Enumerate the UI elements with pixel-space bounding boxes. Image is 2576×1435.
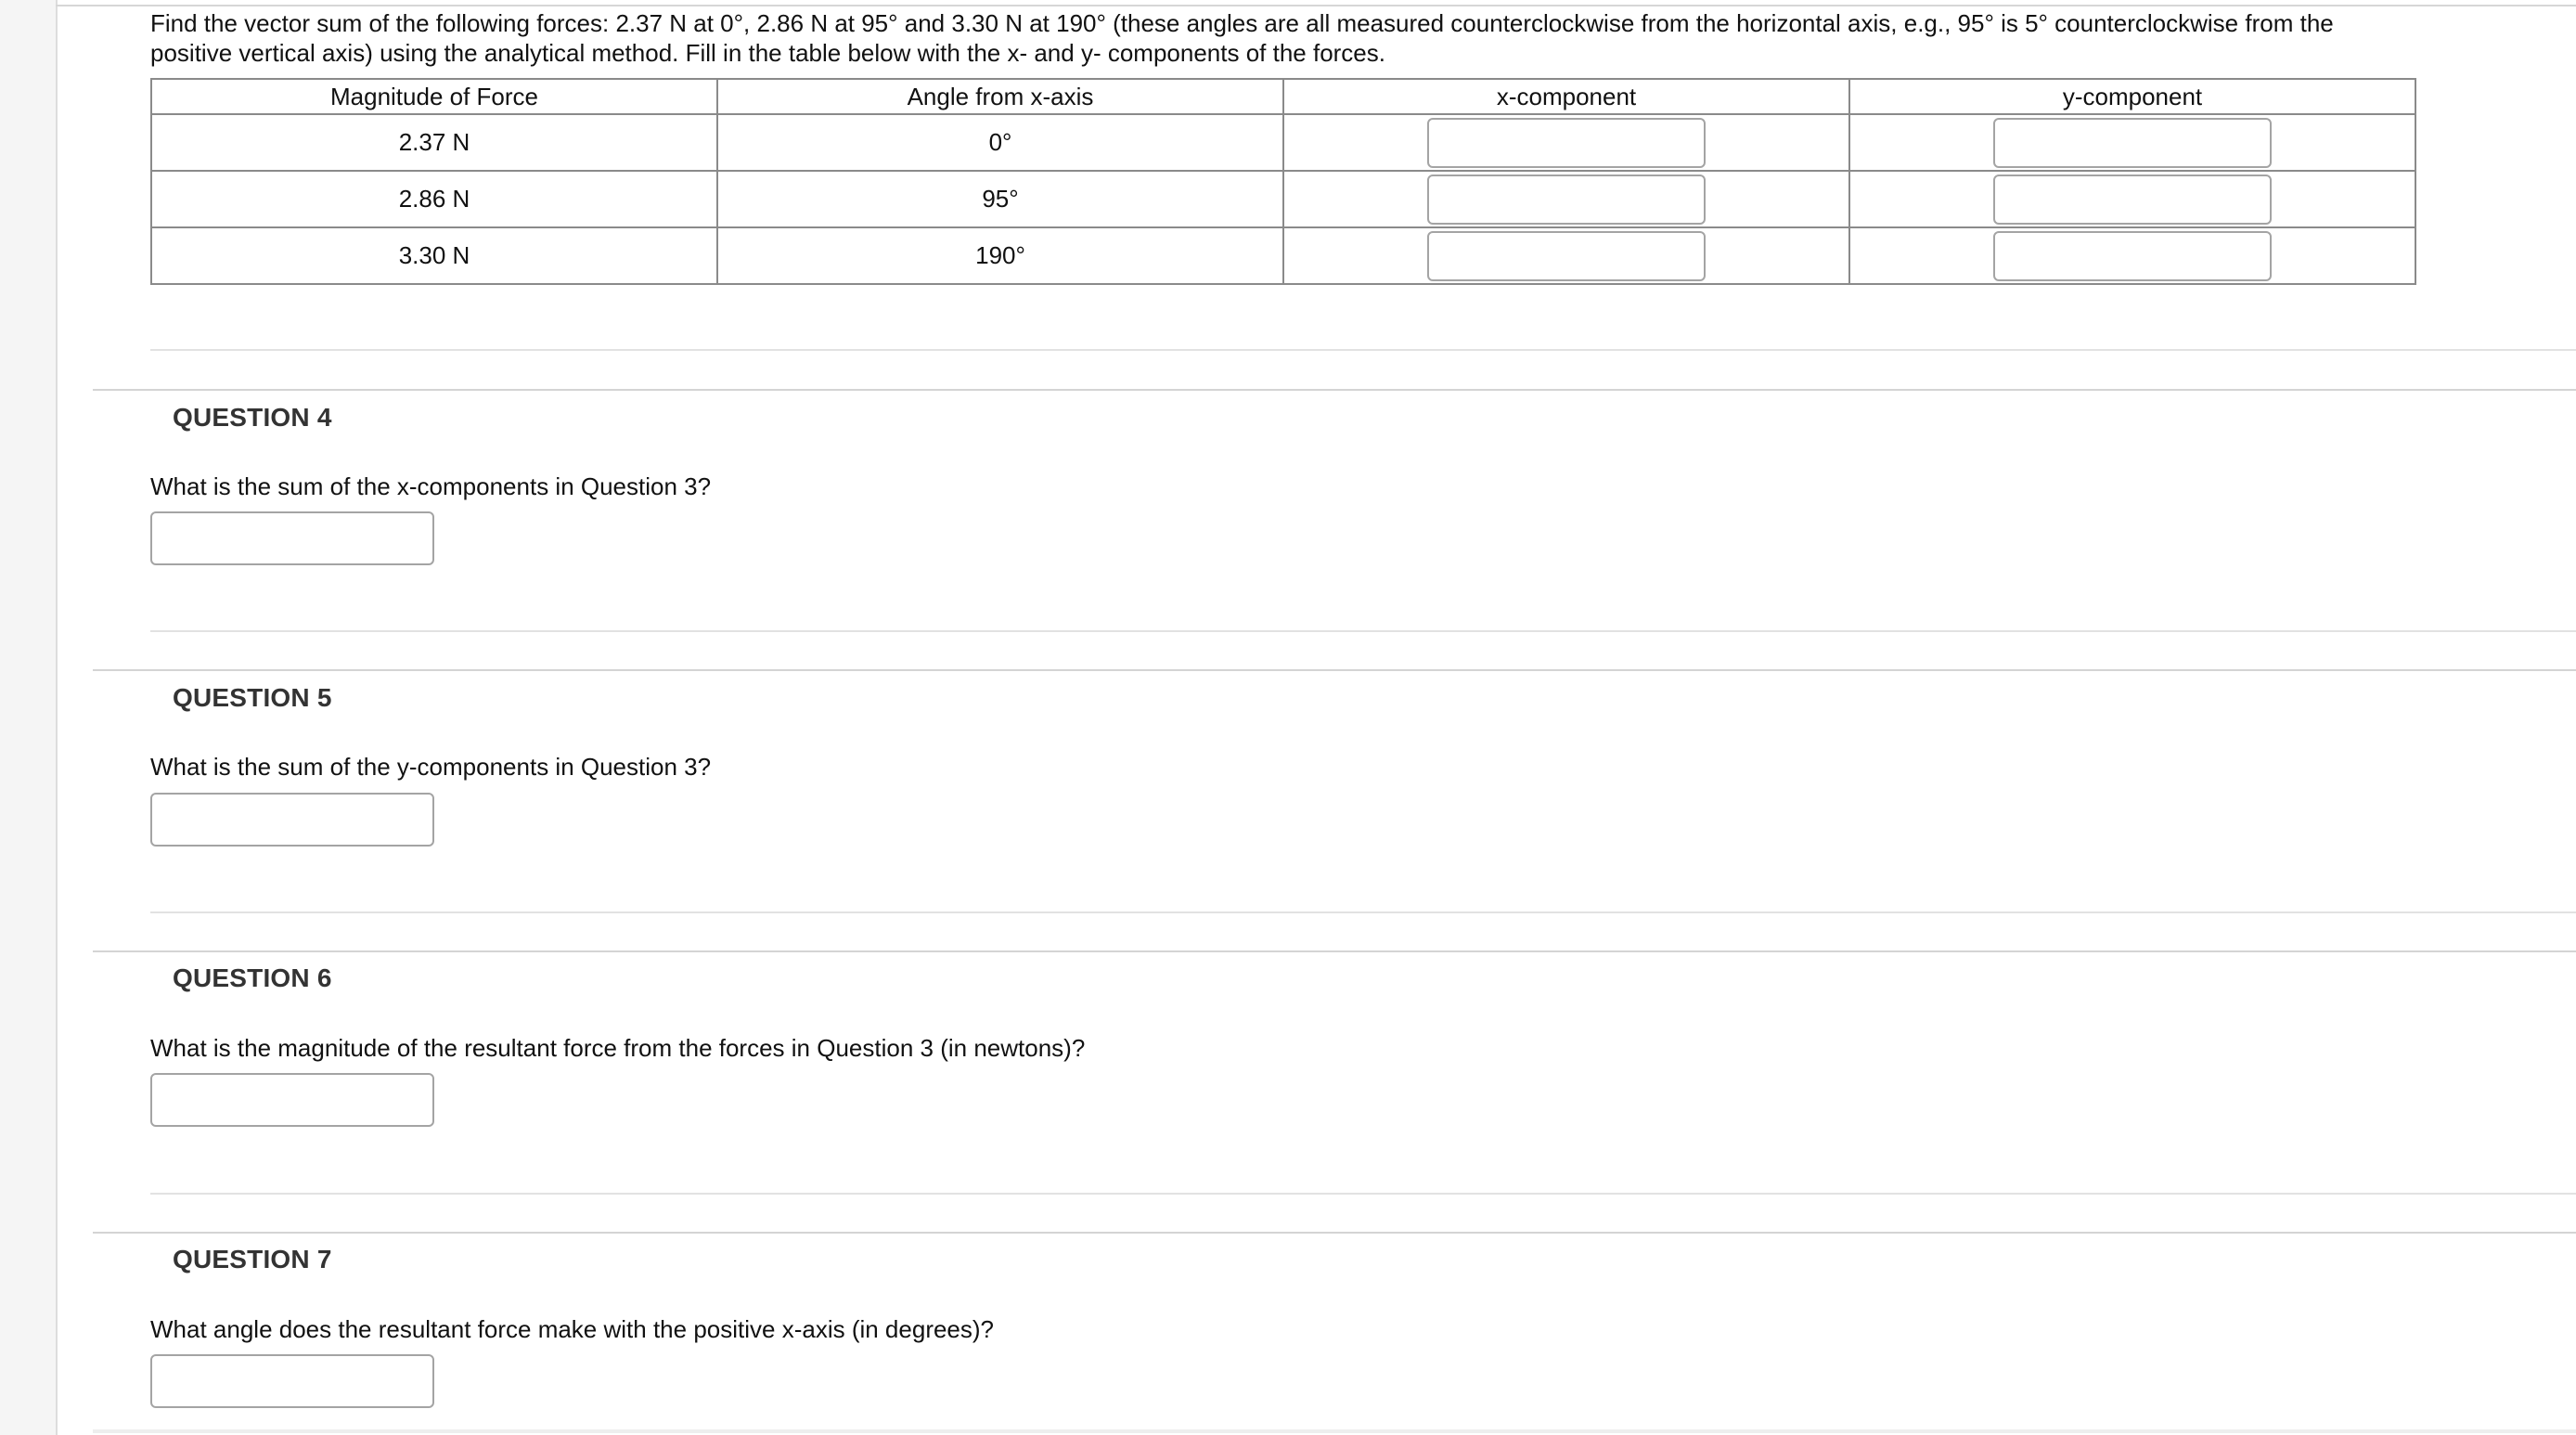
question-separator — [93, 950, 2576, 952]
question-6-heading: QUESTION 6 — [173, 963, 332, 992]
header-angle: Angle from x-axis — [717, 79, 1283, 114]
x-component-input[interactable] — [1427, 175, 1706, 225]
magnitude-cell: 2.86 N — [151, 171, 717, 227]
x-component-cell — [1283, 114, 1849, 171]
left-gutter — [0, 0, 58, 1435]
question-5-text: What is the sum of the y-components in Question 3? — [150, 753, 712, 781]
table-row — [151, 227, 2415, 284]
question-7-heading: QUESTION 7 — [173, 1245, 332, 1273]
y-component-cell — [1849, 227, 2415, 284]
question-6-bottom-divider — [150, 1193, 2576, 1195]
question-separator — [93, 669, 2576, 671]
question-5-answer-input[interactable] — [150, 793, 434, 847]
question-4-text: What is the sum of the x-components in Question 3? — [150, 472, 712, 500]
top-divider — [56, 0, 2576, 6]
question-6-text: What is the magnitude of the resultant force from the forces in Question 3 (in newtons)? — [150, 1034, 1086, 1062]
question-5-bottom-divider — [150, 911, 2576, 913]
y-component-input[interactable] — [1993, 118, 2272, 168]
question-4-answer-input[interactable] — [150, 511, 434, 565]
question-4-heading: QUESTION 4 — [173, 403, 332, 432]
x-component-input[interactable] — [1427, 231, 1706, 281]
angle-cell: 95° — [717, 171, 1283, 227]
question-separator — [93, 389, 2576, 391]
y-component-cell — [1849, 114, 2415, 171]
magnitude-cell: 3.30 N — [151, 227, 717, 284]
question-4-bottom-divider — [150, 630, 2576, 632]
question-7-text: What angle does the resultant force make with the positive x-axis (in degrees)? — [150, 1315, 995, 1343]
question-6-answer-input[interactable] — [150, 1073, 434, 1127]
magnitude-cell: 2.37 N — [151, 114, 717, 171]
question-3-bottom-divider — [150, 349, 2576, 351]
force-components-table — [150, 78, 2416, 285]
header-x-component: x-component — [1283, 79, 1849, 114]
question-separator — [93, 1232, 2576, 1234]
y-component-input[interactable] — [1993, 175, 2272, 225]
question-5-heading: QUESTION 5 — [173, 683, 332, 712]
y-component-input[interactable] — [1993, 231, 2272, 281]
question-3-prompt: Find the vector sum of the following forces: 2.37 N at 0°, 2.86 N at 95° and 3.30 N at 190° (these angles are all measured counterclockwise from the horizontal axis, e.g., 95° is 5° counterclockwise from the positive vertical axis) using the analytical method. Fill in the table below with the x- and y- components of the forces. — [150, 9, 2334, 67]
x-component-cell — [1283, 227, 1849, 284]
x-component-input[interactable] — [1427, 118, 1706, 168]
bottom-divider — [93, 1429, 2576, 1433]
question-7-answer-input[interactable] — [150, 1354, 434, 1408]
angle-cell: 190° — [717, 227, 1283, 284]
table-row — [151, 114, 2415, 171]
table-header-row — [151, 79, 2415, 114]
x-component-cell — [1283, 171, 1849, 227]
header-magnitude: Magnitude of Force — [151, 79, 717, 114]
angle-cell: 0° — [717, 114, 1283, 171]
table-row — [151, 171, 2415, 227]
y-component-cell — [1849, 171, 2415, 227]
header-y-component: y-component — [1849, 79, 2415, 114]
